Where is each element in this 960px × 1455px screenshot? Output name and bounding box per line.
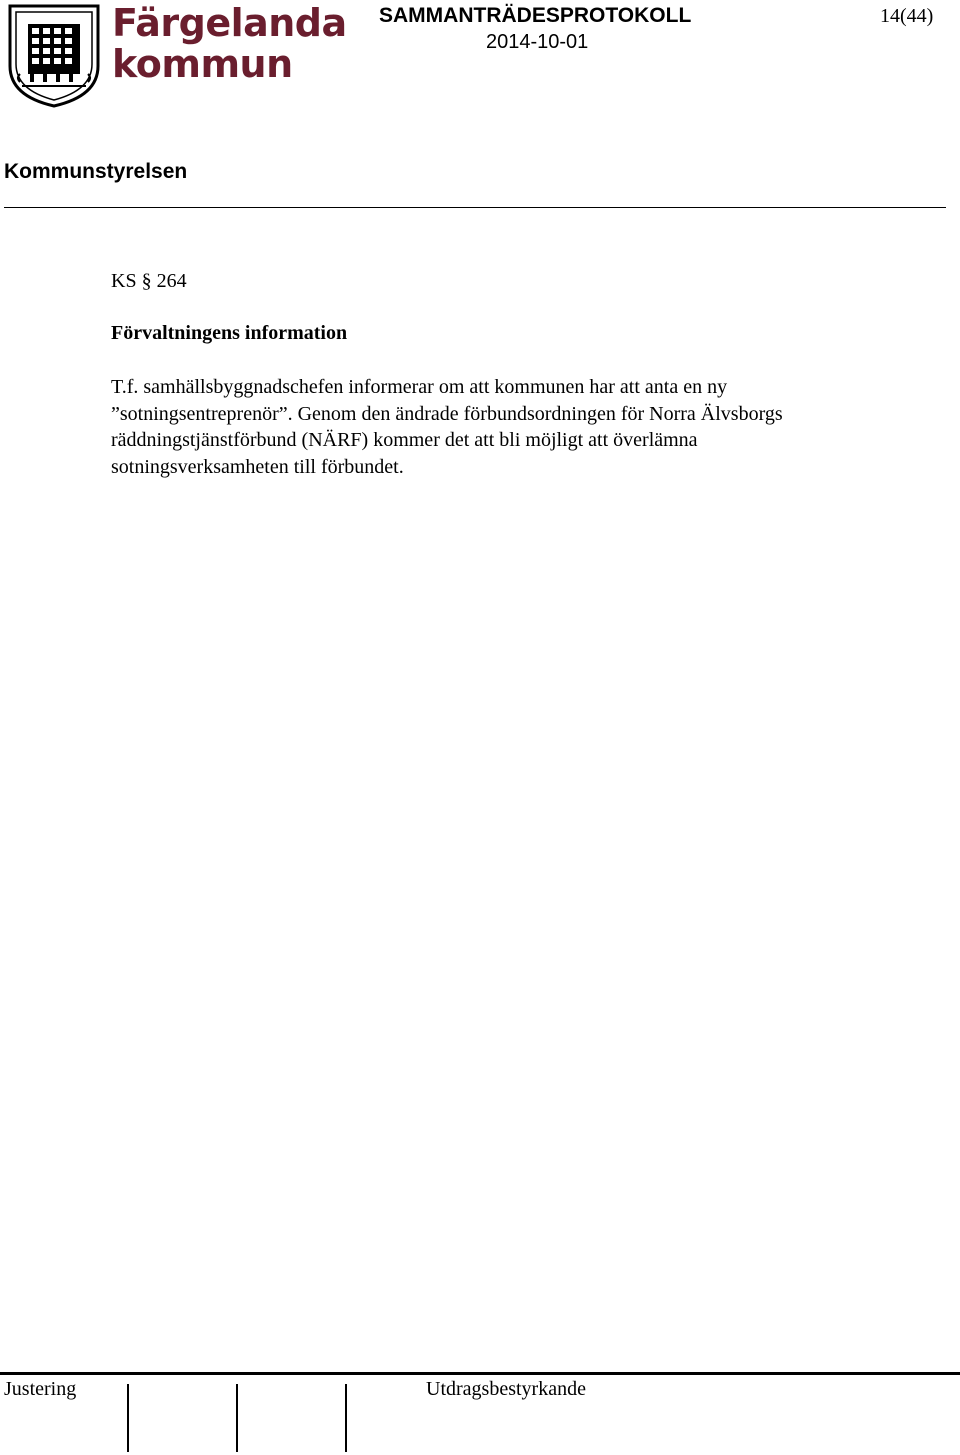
signature-box-divider: [236, 1384, 238, 1452]
logo-text-line2: kommun: [112, 42, 293, 86]
coat-of-arms-icon: [6, 4, 102, 108]
page-number: 14(44): [880, 5, 934, 27]
utdragsbestyrkande-label: Utdragsbestyrkande: [426, 1378, 586, 1400]
body-line: sotningsverksamheten till förbundet.: [111, 455, 404, 478]
municipality-logo: [6, 1, 347, 108]
section-title: Förvaltningens information: [111, 322, 348, 344]
body-line: ”sotningsentreprenör”. Genom den ändrade förbundsordningen för Norra Älvsborgs: [111, 402, 783, 425]
body-line: T.f. samhällsbyggnadschefen informerar om att kommunen har att anta en ny: [111, 376, 728, 398]
header-divider: [4, 207, 946, 208]
logo-text-line1: Färgelanda: [112, 1, 347, 45]
document-title: SAMMANTRÄDESPROTOKOLL: [379, 4, 692, 27]
meeting-date: 2014-10-01: [486, 31, 589, 53]
body-line: räddningstjänstförbund (NÄRF) kommer det att bli möjligt att överlämna: [111, 429, 698, 451]
footer-divider: [0, 1372, 960, 1375]
department-name: Kommunstyrelsen: [4, 160, 188, 183]
justering-label: Justering: [4, 1378, 77, 1400]
section-body: [111, 374, 911, 480]
signature-box-divider: [127, 1384, 129, 1452]
signature-box-divider: [345, 1384, 347, 1452]
section-number: KS § 264: [111, 270, 187, 292]
